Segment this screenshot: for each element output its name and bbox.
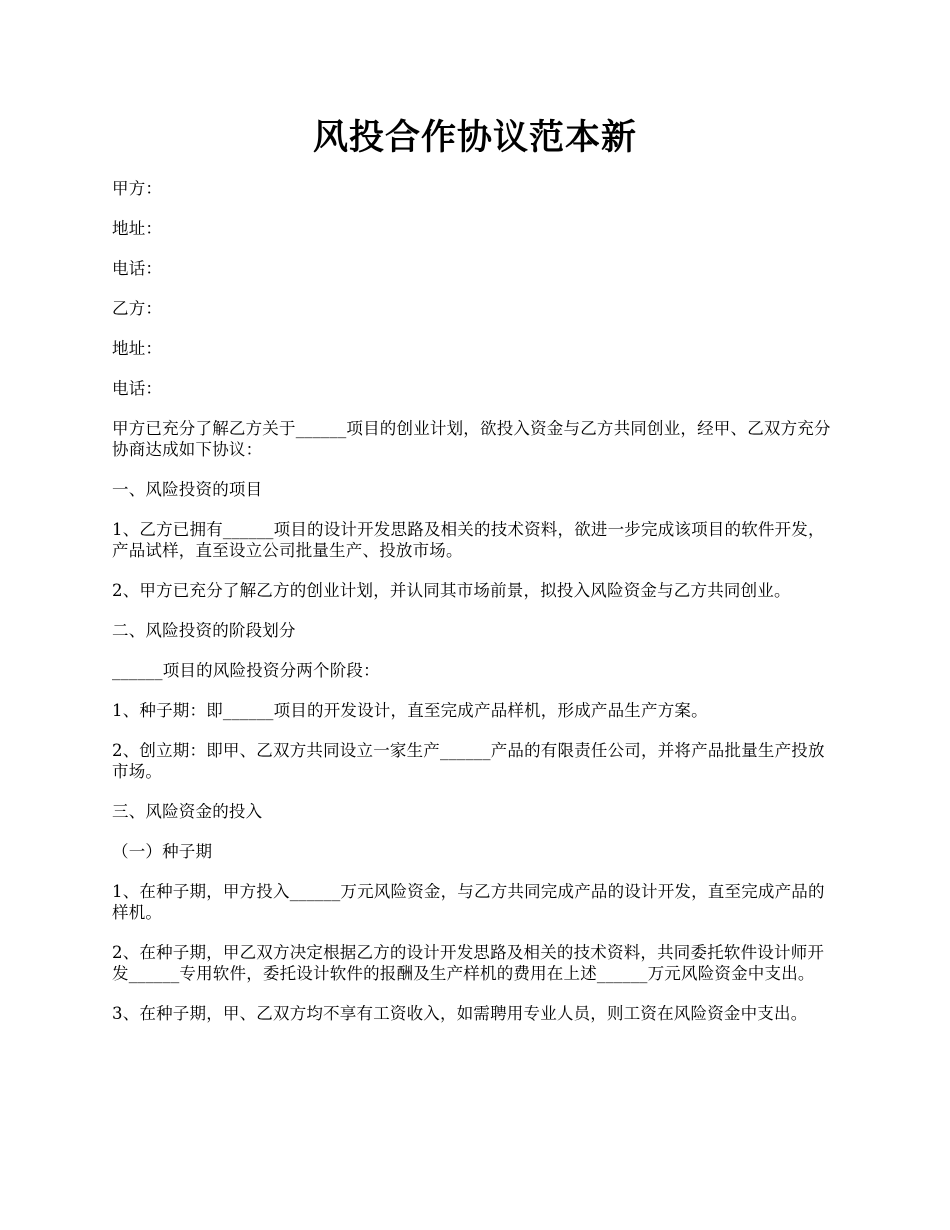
- party-a-phone-label: 电话：: [112, 259, 163, 278]
- subsection-heading-seed: （一）种子期: [112, 842, 213, 861]
- clause-3-3: 3、在种子期，甲、乙双方均不享有工资收入，如需聘用专业人员，则工资在风险资金中支出。: [112, 1004, 808, 1023]
- clause-2-intro: ______项目的风险投资分两个阶段：: [112, 661, 380, 680]
- document-body: [112, 178, 840, 1043]
- clause-3-1: 1、在种子期，甲方投入______万元风险资金，与乙方共同完成产品的设计开发，直至完成产品的样机。: [112, 882, 825, 922]
- section-heading-3: 三、风险资金的投入: [112, 802, 263, 821]
- clause-3-2: 2、在种子期，甲乙双方决定根据乙方的设计开发思路及相关的技术资料，共同委托软件设计师开发______专用软件，委托设计软件的报酬及生产样机的费用在上述______万元风险资金中支出。: [112, 943, 825, 983]
- preamble-paragraph: 甲方已充分了解乙方关于______项目的创业计划，欲投入资金与乙方共同创业，经甲、乙双方充分协商达成如下协议：: [112, 419, 831, 459]
- section-heading-1: 一、风险投资的项目: [112, 480, 263, 499]
- party-b-phone-label: 电话：: [112, 379, 163, 398]
- clause-2-1: 1、种子期：即______项目的开发设计，直至完成产品样机，形成产品生产方案。: [112, 701, 708, 720]
- section-heading-2: 二、风险投资的阶段划分: [112, 621, 296, 640]
- clause-1-1: 1、乙方已拥有______项目的设计开发思路及相关的技术资料，欲进一步完成该项目的软件开发，产品试样，直至设立公司批量生产、投放市场。: [112, 520, 825, 560]
- document-title: 风投合作协议范本新: [312, 117, 637, 158]
- clause-1-2: 2、甲方已充分了解乙方的创业计划，并认同其市场前景，拟投入风险资金与乙方共同创业。: [112, 581, 791, 600]
- party-a-label: 甲方：: [112, 179, 163, 198]
- clause-2-2: 2、创立期：即甲、乙双方共同设立一家生产______产品的有限责任公司，并将产品批量生产投放市场。: [112, 741, 825, 781]
- party-b-label: 乙方：: [112, 299, 163, 318]
- party-b-address-label: 地址：: [112, 339, 163, 358]
- party-a-address-label: 地址：: [112, 219, 163, 238]
